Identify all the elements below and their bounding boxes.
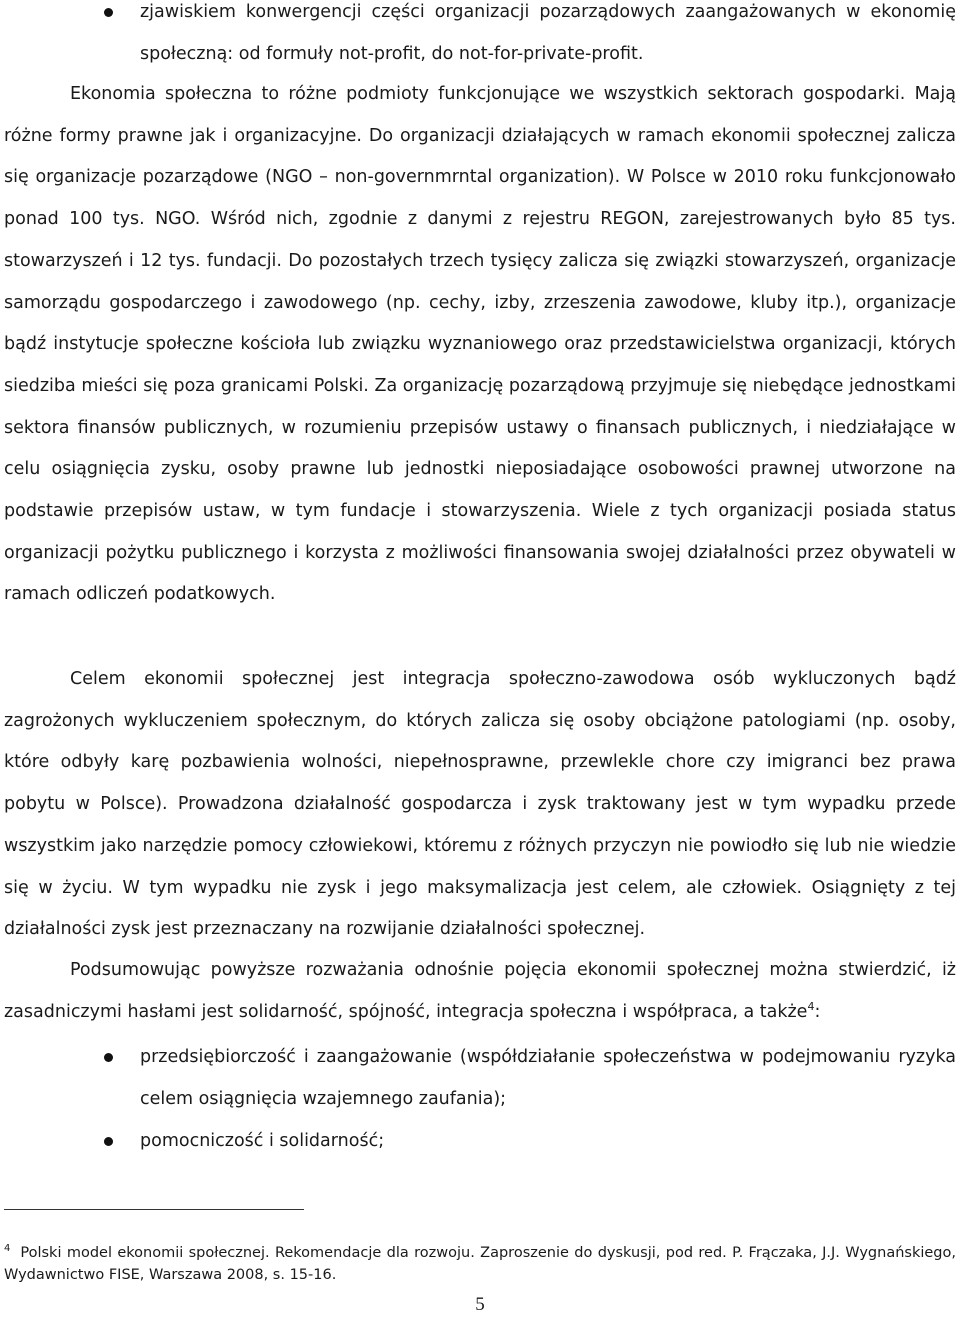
list-item-text: pomocniczość i solidarność;: [140, 1131, 385, 1151]
page-number: 5: [475, 1294, 485, 1315]
list-item-text: zjawiskiem konwergencji części organizacji pozarządowych zaangażowanych w ekonomię społeczną: od formuły not-profit, do not-for-private-profit.: [140, 2, 956, 64]
footnote-separator: [4, 1209, 304, 1210]
bullet-icon: [104, 1137, 113, 1146]
footnote-text: Polski model ekonomii społecznej. Rekomendacje dla rozwoju. Zaproszenie do dyskusji, pod red. P. Frączaka, J.J. Wygnańskiego, Wydawnictwo FISE, Warszawa 2008, s. 15-16.: [4, 1245, 956, 1283]
paragraph-text: Podsumowując powyższe rozważania odnośnie pojęcia ekonomii społecznej można stwierdzić, iż zasadniczymi hasłami jest solidarność, spójność, integracja społeczna i współpraca, a także: [4, 960, 956, 1022]
footnote-number: 4: [4, 1243, 11, 1254]
list-item-text: przedsiębiorczość i zaangażowanie (współdziałanie społeczeństwa w podejmowaniu ryzyka celem osiągnięcia wzajemnego zaufania);: [140, 1047, 956, 1109]
paragraph: [4, 950, 956, 1033]
footnote-reference[interactable]: 4: [807, 999, 815, 1013]
paragraph-tail: :: [814, 1001, 821, 1022]
bullet-icon: [104, 8, 113, 17]
bullet-icon: [104, 1053, 113, 1062]
footnote: [4, 1238, 956, 1286]
paragraph: Ekonomia społeczna to różne podmioty funkcjonujące we wszystkich sektorach gospodarki. Mają różne formy prawne jak i organizacyjne. Do organizacji działających w ramach ekonomii społecznej zalicza się organizacje pozarządowe (NGO – non-governmrntal organization). W Polsce w 2010 roku funkcjonowało ponad 100 tys. NGO. Wśród nich, zgodnie z danymi z rejestru REGON, zarejestrowanych było 85 tys. stowarzyszeń i 12 tys. fundacji. Do pozostałych trzech tysięcy zalicza się związki stowarzyszeń, organizacje samorządu gospodarczego i zawodowego (np. cechy, izby, zrzeszenia zawodowe, kluby itp.), organizacje bądź instytucje społeczne kościoła lub związku wyznaniowego oraz przedstawicielstwa organizacji, których siedziba mieści się poza granicami Polski. Za organizację pozarządową przyjmuje się niebędące jednostkami sektora finansów publicznych, w rozumieniu przepisów ustawy o finansach publicznych, i niedziałające w celu osiągnięcia zysku, osoby prawne lub jednostki nieposiadające osobowości prawnej utworzone na podstawie przepisów ustaw, w tym fundacje i stowarzyszenia. Wiele z tych organizacji posiada status organizacji pożytku publicznego i korzysta z możliwości finansowania swojej działalności przez obywateli w ramach odliczeń podatkowych.: [4, 84, 956, 605]
paragraph: Celem ekonomii społecznej jest integracja społeczno-zawodowa osób wykluczonych bądź zagrożonych wykluczeniem społecznym, do których zalicza się osoby obciążone patologiami (np. osoby, które odbyły karę pozbawienia wolności, niepełnosprawne, przewlekle chore czy imigranci bez prawa pobytu w Polsce). Prowadzona działalność gospodarcza i zysk traktowany jest w tym wypadku przede wszystkim jako narzędzie pomocy człowiekowi, któremu z różnych przyczyn nie powiodło się lub nie wiedzie się w życiu. W tym wypadku nie zysk i jego maksymalizacja jest celem, ale człowiek. Osiągnięty z tej działalności zysk jest przeznaczany na rozwijanie działalności społecznej.: [4, 669, 956, 940]
